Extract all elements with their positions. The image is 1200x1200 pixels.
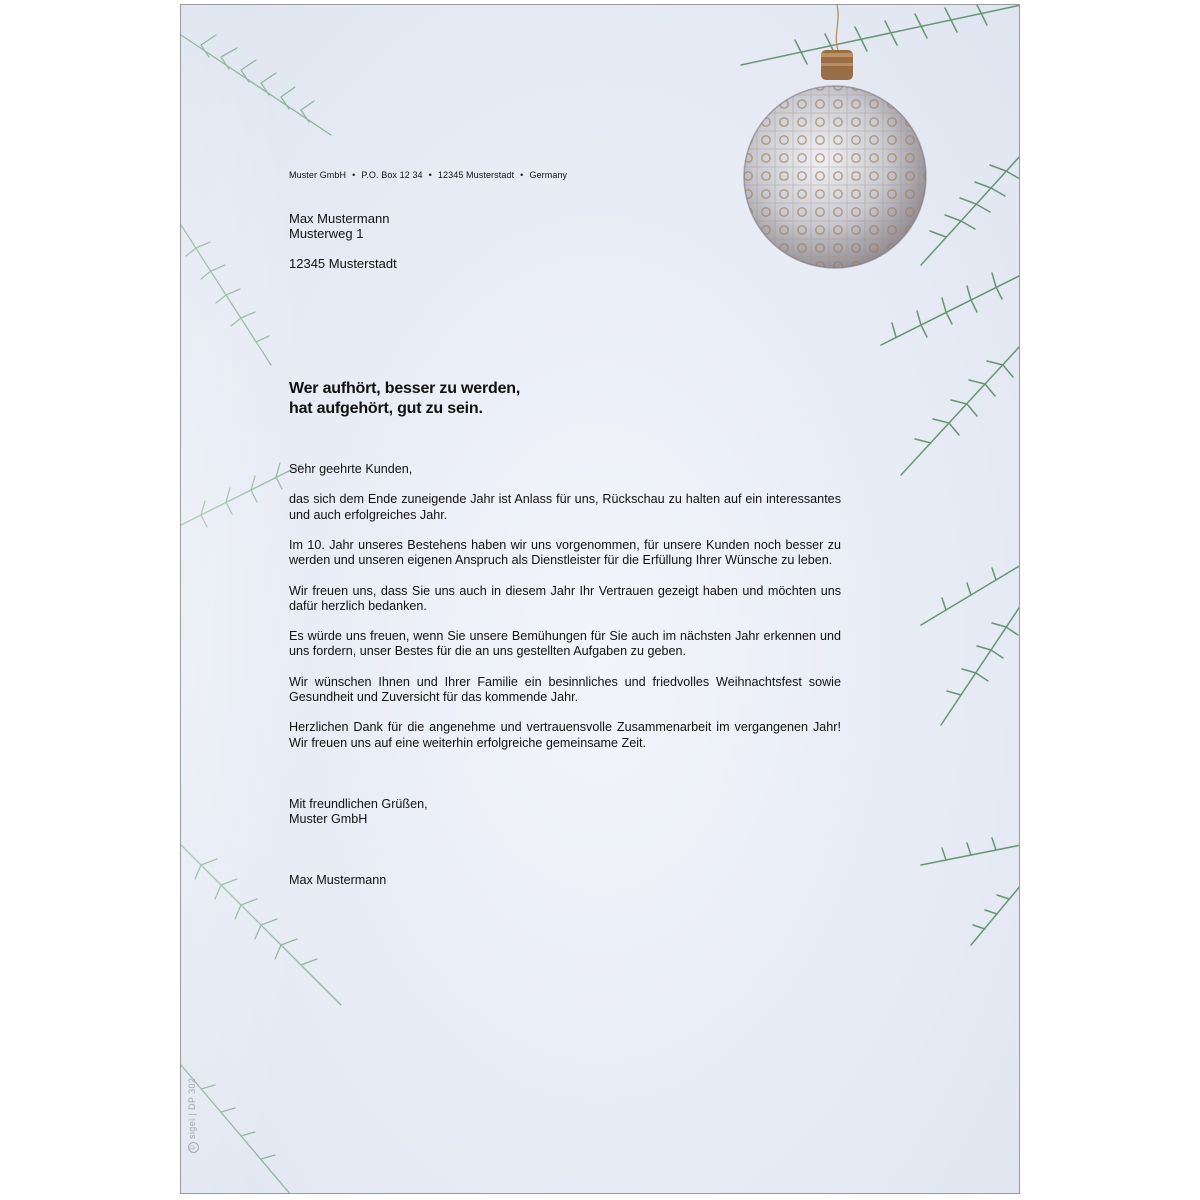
body-paragraph: Im 10. Jahr unseres Bestehens haben wir uns vorgenommen, für unsere Kunden noch besser zu werden und unseren eigenen Anspruch als Dienstleister für die Erfüllung Ihrer Wünsche zu leben. <box>289 537 841 568</box>
closing-company: Muster GmbH <box>289 812 368 827</box>
body-paragraph: Herzlichen Dank für die angenehme und vertrauensvolle Zusammenarbeit im vergangenen Jahr! Wir freuen uns auf eine weiterhin erfolgreiche gemeinsame Zeit. <box>289 720 841 750</box>
body-paragraph: das sich dem Ende zuneigende Jahr ist Anlass für uns, Rückschau zu halten auf ein interessantes und auch erfolgreiches Jahr. <box>289 492 841 522</box>
recipient-address <box>289 211 397 271</box>
sender-country: Germany <box>529 170 568 180</box>
motto-line-1: Wer aufhört, besser zu werden, <box>289 380 521 397</box>
letter-body <box>289 462 841 766</box>
recipient-street: Musterweg 1 <box>289 226 364 241</box>
separator-dot: • <box>428 170 432 180</box>
letter-closing <box>289 797 428 827</box>
closing-greeting: Mit freundlichen Grüßen, <box>289 797 428 811</box>
copyright-icon: © <box>188 1142 199 1153</box>
imprint-brand: sigel <box>187 1118 197 1139</box>
motto-heading <box>289 379 520 419</box>
sender-city: 12345 Musterstadt <box>437 170 515 180</box>
letter-page <box>180 4 1020 1194</box>
body-paragraph: Wir freuen uns, dass Sie uns auch in diesem Jahr Ihr Vertrauen gezeigt haben und möchten uns dafür herzlich bedanken. <box>289 583 841 613</box>
body-paragraph: Es würde uns freuen, wenn Sie unsere Bemühungen für Sie auch im nächsten Jahr erkennen und uns fordern, unser Bestes für die an uns gestellten Aufgaben zu geben. <box>289 629 841 659</box>
separator-dot: • <box>520 170 524 180</box>
imprint-code: DP 302 <box>187 1077 197 1110</box>
product-imprint: ©sigel | DP 302 <box>187 1078 199 1153</box>
sender-pobox: P.O. Box 12 34 <box>361 170 423 180</box>
recipient-name: Max Mustermann <box>289 211 390 226</box>
motto-line-2: hat aufgehört, gut zu sein. <box>289 400 483 417</box>
sender-line <box>289 170 567 180</box>
sender-company: Muster GmbH <box>289 170 347 180</box>
body-paragraph: Wir wünschen Ihnen und Ihrer Familie ein besinnliches und friedvolles Weihnachtsfest sowie Gesundheit und Zuversicht für das kommende Jahr. <box>289 674 841 704</box>
signature-name: Max Mustermann <box>289 873 387 887</box>
separator-dot: • <box>352 170 356 180</box>
salutation: Sehr geehrte Kunden, <box>289 462 413 476</box>
recipient-city: 12345 Musterstadt <box>289 256 397 271</box>
